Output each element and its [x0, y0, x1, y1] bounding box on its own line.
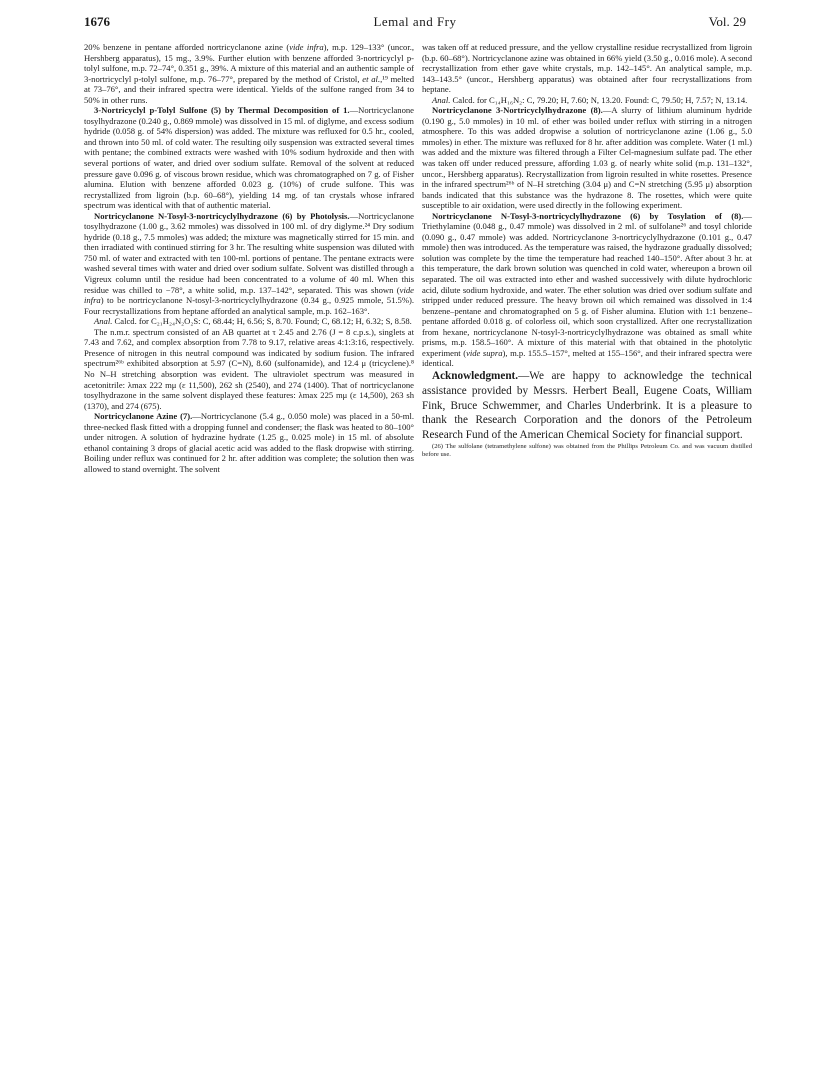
- paragraph: [84, 105, 414, 210]
- left-column: [84, 42, 414, 474]
- paragraph: [422, 95, 752, 106]
- body-text: ), m.p. 155.5–157°, melted at 155–156°, and their infrared spectra were identical.: [422, 347, 753, 369]
- paragraph: [84, 327, 414, 411]
- right-column-body: [422, 42, 752, 369]
- body-text: The n.m.r. spectrum consisted of an AB quartet at τ 2.45 and 2.76 (J = 8 c.p.s.), singlets at 7.43 and 7.62, and complex absorption from 7.78 to 9.17, relative areas 4:1:3:16, respectively. Presence of nitrogen in this neutral compound was indicated by sodium fusion. The infrared spectrum²⁶ᵇ exhibited absorption at 5.97 (C=N), 8.60 (sulfonamide), and 12.4 μ (tricyclene).⁸ No N–H stretching absorption was evident. The ultraviolet spectrum was measured in acetonitrile: λmax 222 mμ (ε 11,500), 262 sh (2540), and 274 (1400). That of nortricyclanone tosylhydrazone in the same solvent displayed these features: λmax 225 mμ (ε 14,500), 263 sh (1370), and 274 (675).: [84, 326, 414, 411]
- body-text: ), m.p. 129–133° (uncor., Hershberg apparatus), 15 mg., 3.9%. Further elution with benzene afforded 3-nortricyclyl p-tolyl sulfone, m.p. 72–74°, 0.351 g., 39%. A mixture of this material and an authentic sample of 3-nortricyclyl p-tolyl sulfone, m.p. 76–77°, prepared by the method of Cristol,: [84, 42, 414, 84]
- paragraph: [84, 211, 414, 316]
- italic-text: et al.: [362, 73, 381, 84]
- body-text: —Nortricyclanone tosylhydrazone (1.00 g., 3.62 mmoles) was dissolved in 100 ml. of dry diglyme.²⁴ Dry sodium hydride (0.18 g., 7.5 mmoles) was added; the mixture was magnetically stirred for 15 min. and then irradiated with continued stirring for 3 hr. The resulting white suspension was diluted with 750 ml. of water and extracted with ten 100-ml. portions of pentane. The pentane extracts were washed several times with water and dried over sodium sulfate. Solvent was distilled through a Vigreux column until the residue had been concentrated to a volume of 40 ml. When this residue was chilled to −78°, a white solid, m.p. 137–142°, separated. This was shown (: [84, 210, 414, 295]
- body-text: 20% benzene in pentane afforded nortricyclanone azine (: [84, 42, 290, 52]
- body-text: —A slurry of lithium aluminum hydride (0.190 g., 5.0 mmoles) in 10 ml. of ether was boiled under reflux with stirring in a nitrogen atmosphere. To this was added dropwise a solution of nortricyclanone azine (1.06 g., 5.0 mmoles) in ether. The mixture was refluxed for 8 hr. after addition was complete. Water (1 ml.) was added and the mixture was filtered through a Filter Cel-magnesium sulfate pad. The ether was taken off under reduced pressure, affording 1.03 g. of nearly white solid (m.p. 131–132°, uncor., Hershberg apparatus). Recrystallization from ligroin resulted in white rosettes. Presence in the infrared spectrum²⁶ᵇ of N–H stretching (3.04 μ) and C=N stretching (5.95 μ) absorption bands indicated that this substance was the hydrazone 8. The rosettes, which were quite susceptible to air oxidation, were used directly in the following experiment.: [422, 105, 752, 211]
- body-text: was taken off at reduced pressure, and the yellow crystalline residue recrystallized from ligroin (b.p. 60–68°). Nortricyclanone azine was obtained in 66% yield (3.50 g., 0.016 mole). A second recrystallization from ether gave white crystals, m.p. 142–145°. An analytical sample, m.p. 143–143.5° (uncor., Hershberg apparatus) was obtained after four recrystallizations from heptane.: [422, 42, 752, 95]
- page-number: 1676: [84, 14, 110, 29]
- section-heading: Nortricyclanone N-Tosyl-3-nortricyclylhydrazone (6) by Tosylation of (8).: [432, 210, 744, 221]
- section-heading: 3-Nortricyclyl p-Tolyl Sulfone (5) by Thermal Decomposition of 1.: [94, 105, 350, 116]
- running-head: Lemal and Fry: [373, 14, 457, 29]
- italic-text: vide supra: [466, 347, 503, 358]
- body-text: —Nortricyclanone (5.4 g., 0.050 mole) was placed in a 50-ml. three-necked flask fitted with a dropping funnel and condenser; the flask was heated to 80–100° under nitrogen. A solution of hydrazine hydrate (1.25 g., 0.025 mole) in 15 ml. of absolute ethanol containing 3 drops of glacial acetic acid was added to the flask dropwise with stirring. Boiling under reflux was continued for 2 hr. after addition was complete; the solution then was allowed to stand overnight. The solvent: [84, 411, 414, 474]
- right-column: [422, 42, 752, 459]
- body-text: —Triethylamine (0.048 g., 0.47 mmole) was dissolved in 2 ml. of sulfolane²⁶ and tosyl chloride (0.090 g., 0.47 mmole) was added. Nortricyclanone 3-nortricyclylhydrazone (0.101 g., 0.47 mmole) then was introduced. As the temperature was raised, the hydrazone gradually dissolved; solution was complete by the time the temperature had reached 140–150°. After about 3 hr. at this temperature, the dark brown solution was quenched in cold water, whereupon a brown oil separated. The oil was extracted into ether and washed successively with dilute hydrochloric acid, dilute sodium hydroxide, and water. The ether solution was dried over sodium sulfate and stripped under reduced pressure. The heavy brown oil which remained was dissolved in 1:4 benzene–pentane and chromatographed on 5 g. of Fisher alumina. Elution with 1:1 benzene–pentane afforded 0.018 g. of colorless oil, which soon crystallized. After one recrystallization from hexane, nortricyclanone N-tosyl-3-nortricyclylhydrazone was obtained as small white prisms, m.p. 158.5–160°. A mixture of this material with that obtained in the photolytic experiment (: [422, 210, 752, 358]
- section-heading: Nortricyclanone 3-Nortricyclylhydrazone (8).: [432, 105, 603, 116]
- volume-label: Vol. 29: [708, 14, 746, 29]
- body-text: ) to be nortricyclanone N-tosyl-3-nortricyclylhydrazone (0.34 g., 0.925 mmole, 51.5%). Four recrystallizations from heptane afforded an analytical sample, m.p. 162–163°.: [84, 295, 414, 316]
- italic-text: vide infra: [289, 42, 324, 52]
- paragraph: [84, 316, 414, 327]
- italic-text: vide infra: [84, 284, 414, 306]
- page-header: [84, 14, 746, 32]
- acknowledgment: [422, 369, 752, 443]
- acknowledgment-heading: Acknowledgment.: [432, 369, 519, 382]
- italic-text: Anal.: [94, 316, 113, 327]
- paragraph: [422, 42, 752, 95]
- acknowledgment-text: —We are happy to acknowledge the technical assistance provided by Messrs. Herbert Beall, Eugene Coats, William Fink, Bruce Schwemmer, and Charles Underbrink. It is a pleasure to thank the Research Corporation and the donors of the Petroleum Research Fund of the American Chemical Society for financial support.: [422, 369, 752, 442]
- paragraph: [84, 411, 414, 474]
- body-text: —Nortricyclanone tosylhydrazone (0.240 g., 0.869 mmole) was dissolved in 15 ml. of diglyme, and excess sodium hydride (0.058 g. of 54% dispersion) was added. The mixture was refluxed for 0.5 hr., cooled, and thrown into 50 ml. of cold water. The resulting oily suspension was extracted several times with pentane; the combined extracts were washed with 10% sodium hydroxide and then with several portions of water, and dried over sodium sulfate. Removal of the solvent at reduced pressure gave 0.096 g. of viscous brown residue, which was chromatographed on 7 g. of Fisher alumina. Elution with benzene afforded 0.023 g. (10%) of crude sulfone. This was recrystallized from ligroin (b.p. 60–68°), yielding 14 mg. of tan crystals whose infrared spectrum was identical with that of authentic material.: [84, 105, 414, 211]
- section-heading: Nortricyclanone Azine (7).: [94, 411, 193, 422]
- footnote: (26) The sulfolane (tetramethylene sulfone) was obtained from the Phillips Petroleum Co. and was vacuum distilled before use.: [422, 442, 752, 459]
- section-heading: Nortricyclanone N-Tosyl-3-nortricyclylhydrazone (6) by Photolysis.: [94, 210, 350, 221]
- italic-text: Anal.: [432, 94, 451, 105]
- body-text: Calcd. for C₂₁H₂₄N₂O₂S: C, 68.44; H, 6.56; S, 8.70. Found; C, 68.12; H, 6.32; S, 8.58.: [112, 316, 412, 327]
- paragraph: [422, 211, 752, 369]
- body-text: Calcd. for C₁₄H₁₆N₂: C, 79.20; H, 7.60; N, 13.20. Found: C, 79.50; H, 7.57; N, 13.14.: [450, 94, 748, 105]
- body-text: ,¹⁹ melted at 73–76°, and their infrared spectra were identical. Yields of the sulfone ranged from 34 to 50% in other runs.: [84, 73, 414, 105]
- paragraph: [84, 42, 414, 105]
- paragraph: [422, 105, 752, 210]
